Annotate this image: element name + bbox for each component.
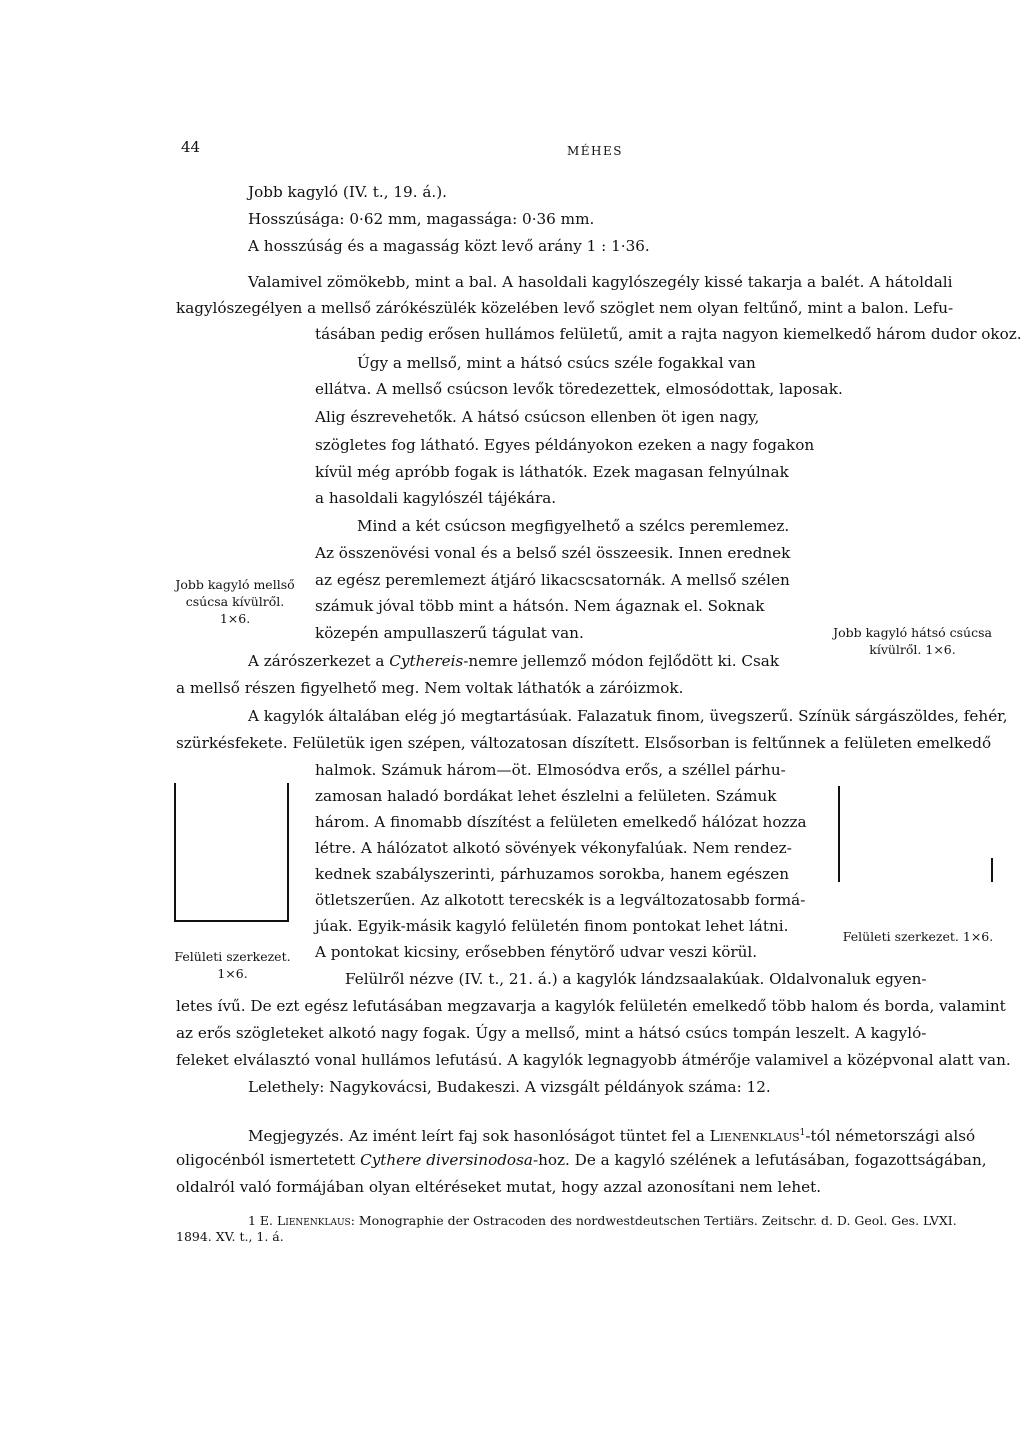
body-line: letes ívű. De ezt egész lefutásában megzavarja a kagylók felületén emelkedő több halom és borda, valamint [176, 997, 1006, 1015]
caption-line: Felületi szerkezet. [174, 949, 291, 964]
body-line: A kagylók általában elég jó megtartásúak. Falazatuk finom, üvegszerű. Színük sárgászöldes, fehér, [248, 707, 1008, 725]
note-text: oligocénból ismertetett [176, 1151, 361, 1169]
body-line: az egész peremlemezt átjáró likacscsatornák. A mellső szélen [315, 571, 790, 589]
footnote-line [248, 1213, 957, 1229]
intro-line-1: Jobb kagyló (IV. t., 19. á.). [248, 183, 447, 201]
figure-caption-left-top [165, 576, 305, 627]
genus-name: Cythereis [389, 652, 464, 670]
body-line: júak. Egyik-másik kagyló felületén finom pontokat lehet látni. [315, 917, 789, 935]
body-line: három. A finomabb díszítést a felületen emelkedő hálózat hozza [315, 813, 807, 831]
figure-frame-line-bottom [174, 920, 289, 922]
caption-line: csúcsa kívülről. [185, 594, 285, 609]
figure-frame-line-left [174, 783, 176, 921]
body-line: A pontokat kicsiny, erősebben fénytörő udvar veszi körül. [315, 943, 758, 961]
body-line: Az összenövési vonal és a belső szél összeesik. Innen erednek [315, 544, 791, 562]
note-text: -hoz. De a kagyló szélének a lefutásában, fogazottságában, [532, 1151, 987, 1169]
body-line [248, 648, 779, 674]
footnote-text: : Monographie der Ostracoden des nordwestdeutschen Tertiärs. Zeitschr. d. D. Geol. Ges. LVXI. [350, 1213, 957, 1228]
body-line: létre. A hálózatot alkotó sövények vékonyfalúak. Nem rendez- [315, 839, 792, 857]
note-line [248, 1120, 975, 1149]
body-line: ellátva. A mellső csúcson levők töredezettek, elmosódottak, laposak. [315, 380, 843, 398]
body-line: az erős szögleteket alkotó nagy fogak. Úgy a mellső, mint a hátsó csúcs tompán leszelt. A kagyló- [176, 1024, 927, 1042]
footnote-text: 1 E. [248, 1213, 277, 1228]
footnote-line: 1894. XV. t., 1. á. [176, 1229, 284, 1244]
body-line: Alig észrevehetők. A hátsó csúcson ellenben öt igen nagy, [315, 408, 760, 426]
body-line: Mind a két csúcson megfigyelhető a szélcs peremlemez. [357, 517, 790, 535]
figure-frame-line-right [838, 786, 840, 882]
author-name: Lienenklaus [709, 1127, 800, 1146]
body-line: Felülről nézve (IV. t., 21. á.) a kagylók lándzsaalakúak. Oldalvonaluk egyen- [345, 970, 927, 988]
body-line: tásában pedig erősen hullámos felületű, amit a rajta nagyon kiemelkedő három dudor okoz. [315, 325, 1022, 343]
intro-line-3: A hosszúság és a magasság közt levő arány 1 : 1·36. [248, 237, 650, 255]
body-line: zamosan haladó bordákat lehet észlelni a felületen. Számuk [315, 787, 777, 805]
note-line [176, 1147, 987, 1173]
body-line: közepén ampullaszerű tágulat van. [315, 624, 584, 642]
body-line: a mellső részen figyelhető meg. Nem voltak láthatók a záróizmok. [176, 679, 684, 697]
figure-caption-right-bottom [838, 928, 998, 945]
body-line: szürkésfekete. Felületük igen szépen, változatosan díszített. Elsősorban is feltűnnek a felületen emelkedő [176, 734, 992, 752]
running-title: MÉHES [567, 144, 623, 158]
caption-line: 1×6. [217, 966, 248, 981]
body-line: ötletszerűen. Az alkotott terecskék is a legváltozatosabb formá- [315, 891, 806, 909]
body-line: feleket elválasztó vonal hullámos lefutású. A kagylók legnagyobb átmérője valamivel a középvonal alatt van. [176, 1051, 1011, 1069]
body-line: Valamivel zömökebb, mint a bal. A hasoldali kagylószegély kissé takarja a balét. A hátoldali [248, 273, 953, 291]
footnote-ref: 1 [799, 1128, 806, 1138]
caption-line: Felületi szerkezet. 1×6. [842, 929, 994, 944]
body-line: a hasoldali kagylószél tájékára. [315, 489, 557, 507]
body-text: A zárószerkezet a [248, 652, 390, 670]
note-line: oldalról való formájában olyan eltéréseket mutat, hogy azzal azonosítani nem lehet. [176, 1178, 822, 1196]
caption-line: Jobb kagyló mellső [175, 577, 295, 592]
caption-line: kívülről. 1×6. [869, 642, 956, 657]
species-name: Cythere diversinodosa [360, 1151, 533, 1169]
page-number: 44 [181, 138, 201, 156]
body-line: Úgy a mellső, mint a hátsó csúcs széle fogakkal van [357, 354, 756, 372]
note-text: Megjegyzés. Az imént leírt faj sok hasonlóságot tüntet fel a [248, 1127, 710, 1146]
caption-line: 1×6. [219, 611, 251, 626]
body-line: kagylószegélyen a mellső zárókészülék közelében levő szöglet nem olyan feltűnő, mint a balon. Lefu- [176, 299, 954, 317]
body-line: Lelethely: Nagykovácsi, Budakeszi. A vizsgált példányok száma: 12. [248, 1078, 771, 1096]
figure-frame-tick-right [991, 858, 993, 882]
note-text: -tól németországi alsó [805, 1127, 976, 1146]
body-line: számuk jóval több mint a hátsón. Nem ágaznak el. Soknak [315, 597, 765, 615]
author-name: Lienenklaus [277, 1213, 351, 1228]
body-line: kednek szabályszerinti, párhuzamos sorokba, hanem egészen [315, 865, 789, 883]
figure-caption-left-bottom [165, 948, 300, 982]
caption-line: Jobb kagyló hátsó csúcsa [833, 625, 992, 640]
figure-frame-line-inner [287, 783, 289, 921]
figure-caption-right-top [830, 624, 995, 658]
intro-line-2: Hosszúsága: 0·62 mm, magassága: 0·36 mm. [248, 210, 595, 228]
body-line: kívül még apróbb fogak is láthatók. Ezek magasan felnyúlnak [315, 463, 789, 481]
body-text: -nemre jellemző módon fejlődött ki. Csak [463, 652, 780, 670]
body-line: szögletes fog látható. Egyes példányokon ezeken a nagy fogakon [315, 436, 815, 454]
body-line: halmok. Számuk három—öt. Elmosódva erős, a széllel párhu- [315, 761, 786, 779]
